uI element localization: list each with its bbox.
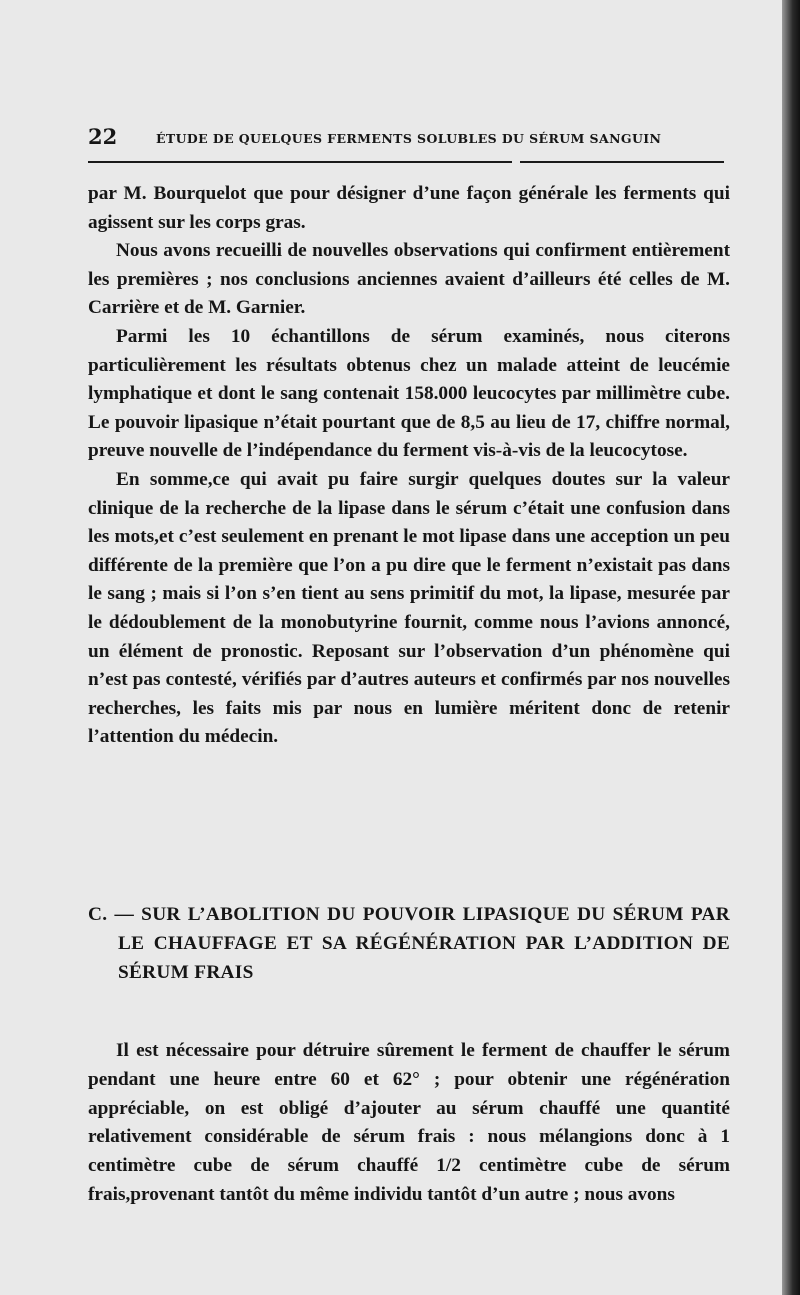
page-edge-shadow: [782, 0, 800, 1295]
paragraph-conclusion: En somme,ce qui avait pu faire surgir quelques doutes sur la valeur clinique de la recherche de la lipase dans le sérum c’était une confusion dans les mots,et c’est seulement en prenant le mot lipase dans une acception un peu différente de la première que l’on a pu dire que le ferment n’existait pas dans le sang ; mais si l’on s’en tient au sens primitif du mot, la lipase, mesurée par le dédoublement de la monobutyrine fournit, comme nous l’avions annoncé, un élément de pronostic. Reposant sur l’observation d’un phénomène qui n’est pas contesté, vérifiés par d’autres auteurs et confirmés par nos nouvelles recherches, les faits mis par nous en lumière méritent donc de retenir l’attention du médecin.: [88, 468, 730, 748]
paragraph-continuation: par M. Bourquelot que pour désigner d’une façon générale les ferments qui agissent sur les corps gras.: [88, 183, 730, 233]
header-rule-right: [520, 161, 724, 163]
header-rule-left: [88, 161, 512, 163]
body-text: [88, 180, 730, 752]
page-header: [88, 124, 724, 154]
running-title: ÉTUDE DE QUELQUES FERMENTS SOLUBLES DU SÉRUM SANGUIN: [156, 131, 662, 146]
section-heading: C. — SUR L’ABOLITION DU POUVOIR LIPASIQUE DU SÉRUM PAR LE CHAUFFAGE ET SA RÉGÉNÉRATION PAR L’ADDITION DE SÉRUM FRAIS: [88, 904, 730, 983]
paragraph-samples: Parmi les 10 échantillons de sérum examinés, nous citerons particulièrement les résultats obtenus chez un malade atteint de leucémie lymphatique et dont le sang contenait 158.000 leucocytes par millimètre cube. Le pouvoir lipasique n’était pourtant que de 8,5 au lieu de 17, chiffre normal, preuve nouvelle de l’indépendance du ferment vis-à-vis de la leucocytose.: [88, 325, 730, 462]
paragraph-observations: Nous avons recueilli de nouvelles observations qui confirment entièrement les premières ; nos conclusions anciennes avaient d’ailleurs été celles de M. Carrière et de M. Garnier.: [88, 240, 730, 319]
page-number: 22: [88, 124, 118, 149]
section-body: [88, 1037, 730, 1210]
paragraph-section: Il est nécessaire pour détruire sûrement le ferment de chauffer le sérum pendant une heure entre 60 et 62° ; pour obtenir une régénération appréciable, on est obligé d’ajouter au sérum chauffé une quantité relativement considérable de sérum frais : nous mélangions donc à 1 centimètre cube de sérum chauffé 1/2 centimètre cube de sérum frais,provenant tantôt du même individu tantôt d’un autre ; nous avons: [88, 1040, 730, 1205]
